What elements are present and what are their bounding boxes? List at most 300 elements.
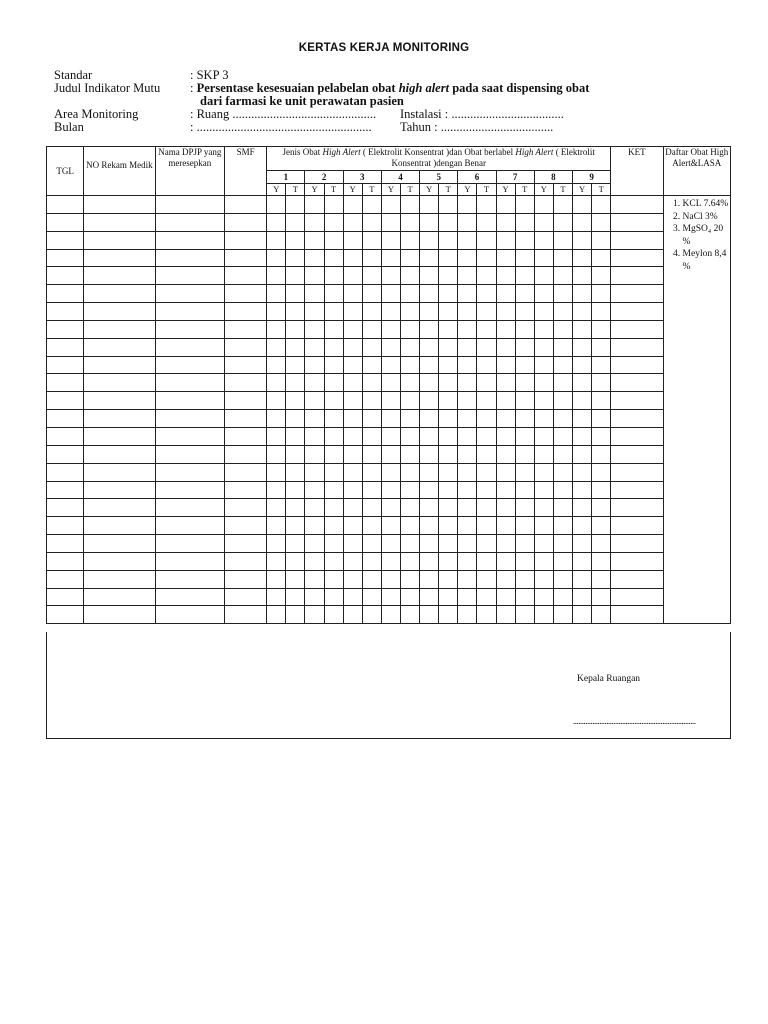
table-cell[interactable] [553, 535, 572, 553]
table-cell[interactable] [381, 606, 400, 624]
table-cell[interactable] [324, 213, 343, 231]
table-cell[interactable] [553, 267, 572, 285]
table-cell[interactable] [362, 303, 381, 321]
table-cell[interactable] [477, 249, 496, 267]
table-cell[interactable] [47, 535, 84, 553]
table-cell[interactable] [267, 374, 286, 392]
table-cell[interactable] [572, 463, 591, 481]
table-cell[interactable] [324, 463, 343, 481]
table-cell[interactable] [381, 303, 400, 321]
table-cell[interactable] [534, 213, 553, 231]
table-cell[interactable] [155, 445, 224, 463]
table-cell[interactable] [84, 392, 155, 410]
table-cell[interactable] [286, 481, 305, 499]
table-cell[interactable] [458, 285, 477, 303]
table-cell[interactable] [553, 427, 572, 445]
table-cell[interactable] [534, 249, 553, 267]
table-cell[interactable] [305, 552, 324, 570]
table-cell[interactable] [420, 285, 439, 303]
table-cell[interactable] [458, 606, 477, 624]
table-cell[interactable] [225, 588, 267, 606]
table-cell[interactable] [515, 427, 534, 445]
table-cell[interactable] [401, 320, 420, 338]
table-cell[interactable] [362, 570, 381, 588]
table-cell[interactable] [343, 338, 362, 356]
table-cell[interactable] [496, 463, 515, 481]
table-cell[interactable] [305, 196, 324, 214]
table-cell[interactable] [401, 267, 420, 285]
table-cell[interactable] [458, 392, 477, 410]
table-cell[interactable] [420, 499, 439, 517]
table-cell[interactable] [84, 285, 155, 303]
table-cell[interactable] [84, 303, 155, 321]
table-cell[interactable] [324, 249, 343, 267]
table-cell[interactable] [458, 570, 477, 588]
table-cell[interactable] [225, 606, 267, 624]
table-cell[interactable] [458, 499, 477, 517]
table-cell[interactable] [458, 410, 477, 428]
table-cell[interactable] [439, 285, 458, 303]
table-cell[interactable] [267, 285, 286, 303]
table-cell[interactable] [305, 535, 324, 553]
table-cell[interactable] [477, 267, 496, 285]
table-cell[interactable] [420, 231, 439, 249]
table-cell[interactable] [381, 374, 400, 392]
table-cell[interactable] [553, 249, 572, 267]
table-cell[interactable] [381, 249, 400, 267]
table-cell[interactable] [515, 570, 534, 588]
table-cell[interactable] [47, 303, 84, 321]
table-cell[interactable] [572, 570, 591, 588]
table-cell[interactable] [572, 427, 591, 445]
table-cell[interactable] [534, 552, 553, 570]
table-cell[interactable] [534, 463, 553, 481]
table-cell[interactable] [458, 338, 477, 356]
table-cell[interactable] [305, 285, 324, 303]
table-cell[interactable] [592, 213, 611, 231]
table-cell[interactable] [420, 356, 439, 374]
table-cell[interactable] [420, 320, 439, 338]
table-cell[interactable] [225, 392, 267, 410]
table-cell[interactable] [84, 570, 155, 588]
table-cell[interactable] [324, 445, 343, 463]
table-cell[interactable] [225, 231, 267, 249]
table-cell[interactable] [439, 445, 458, 463]
table-cell[interactable] [286, 213, 305, 231]
table-cell[interactable] [401, 499, 420, 517]
table-cell[interactable] [362, 249, 381, 267]
table-cell[interactable] [401, 196, 420, 214]
table-cell[interactable] [477, 535, 496, 553]
table-cell[interactable] [534, 392, 553, 410]
table-cell[interactable] [47, 338, 84, 356]
table-cell[interactable] [458, 374, 477, 392]
table-cell[interactable] [592, 606, 611, 624]
table-cell[interactable] [572, 499, 591, 517]
table-cell[interactable] [324, 231, 343, 249]
table-cell[interactable] [267, 517, 286, 535]
table-cell[interactable] [362, 445, 381, 463]
table-cell[interactable] [267, 445, 286, 463]
table-cell[interactable] [155, 410, 224, 428]
table-cell[interactable] [439, 410, 458, 428]
table-cell[interactable] [611, 320, 663, 338]
table-cell[interactable] [611, 517, 663, 535]
table-cell[interactable] [47, 552, 84, 570]
table-cell[interactable] [362, 552, 381, 570]
table-cell[interactable] [515, 606, 534, 624]
table-cell[interactable] [225, 570, 267, 588]
table-cell[interactable] [286, 356, 305, 374]
table-cell[interactable] [534, 499, 553, 517]
table-cell[interactable] [458, 481, 477, 499]
table-cell[interactable] [47, 374, 84, 392]
table-cell[interactable] [496, 517, 515, 535]
table-cell[interactable] [496, 213, 515, 231]
table-cell[interactable] [84, 320, 155, 338]
table-cell[interactable] [477, 320, 496, 338]
table-cell[interactable] [381, 552, 400, 570]
table-cell[interactable] [572, 213, 591, 231]
table-cell[interactable] [458, 267, 477, 285]
table-cell[interactable] [362, 285, 381, 303]
table-cell[interactable] [343, 196, 362, 214]
table-cell[interactable] [592, 463, 611, 481]
table-cell[interactable] [592, 231, 611, 249]
table-cell[interactable] [515, 196, 534, 214]
table-cell[interactable] [305, 410, 324, 428]
table-cell[interactable] [381, 196, 400, 214]
table-cell[interactable] [381, 285, 400, 303]
table-cell[interactable] [534, 320, 553, 338]
table-cell[interactable] [515, 535, 534, 553]
table-cell[interactable] [267, 606, 286, 624]
table-cell[interactable] [592, 410, 611, 428]
table-cell[interactable] [439, 338, 458, 356]
table-cell[interactable] [305, 267, 324, 285]
table-cell[interactable] [439, 463, 458, 481]
table-cell[interactable] [267, 410, 286, 428]
table-cell[interactable] [439, 552, 458, 570]
table-cell[interactable] [515, 338, 534, 356]
table-cell[interactable] [611, 463, 663, 481]
table-cell[interactable] [401, 213, 420, 231]
table-cell[interactable] [611, 445, 663, 463]
table-cell[interactable] [553, 481, 572, 499]
table-cell[interactable] [592, 320, 611, 338]
table-cell[interactable] [343, 535, 362, 553]
table-cell[interactable] [155, 231, 224, 249]
table-cell[interactable] [305, 427, 324, 445]
table-cell[interactable] [572, 320, 591, 338]
table-cell[interactable] [611, 606, 663, 624]
table-cell[interactable] [534, 535, 553, 553]
table-cell[interactable] [305, 517, 324, 535]
table-cell[interactable] [534, 606, 553, 624]
table-cell[interactable] [458, 463, 477, 481]
table-cell[interactable] [305, 231, 324, 249]
table-cell[interactable] [496, 410, 515, 428]
table-cell[interactable] [362, 267, 381, 285]
table-cell[interactable] [477, 303, 496, 321]
table-cell[interactable] [477, 463, 496, 481]
table-cell[interactable] [553, 410, 572, 428]
table-cell[interactable] [362, 499, 381, 517]
table-cell[interactable] [343, 463, 362, 481]
table-cell[interactable] [267, 213, 286, 231]
table-cell[interactable] [496, 392, 515, 410]
table-cell[interactable] [592, 249, 611, 267]
table-cell[interactable] [611, 356, 663, 374]
table-cell[interactable] [420, 570, 439, 588]
table-cell[interactable] [47, 517, 84, 535]
table-cell[interactable] [362, 535, 381, 553]
table-cell[interactable] [155, 356, 224, 374]
table-cell[interactable] [286, 463, 305, 481]
table-cell[interactable] [286, 285, 305, 303]
table-cell[interactable] [155, 588, 224, 606]
table-cell[interactable] [267, 196, 286, 214]
table-cell[interactable] [592, 517, 611, 535]
table-cell[interactable] [324, 392, 343, 410]
table-cell[interactable] [343, 481, 362, 499]
table-cell[interactable] [496, 231, 515, 249]
table-cell[interactable] [362, 213, 381, 231]
table-cell[interactable] [458, 535, 477, 553]
table-cell[interactable] [515, 552, 534, 570]
table-cell[interactable] [515, 499, 534, 517]
table-cell[interactable] [534, 410, 553, 428]
table-cell[interactable] [401, 463, 420, 481]
table-cell[interactable] [477, 338, 496, 356]
table-cell[interactable] [515, 213, 534, 231]
table-cell[interactable] [439, 231, 458, 249]
table-cell[interactable] [496, 570, 515, 588]
table-cell[interactable] [401, 249, 420, 267]
table-cell[interactable] [47, 285, 84, 303]
table-cell[interactable] [496, 374, 515, 392]
table-cell[interactable] [225, 303, 267, 321]
table-cell[interactable] [343, 392, 362, 410]
table-cell[interactable] [572, 267, 591, 285]
table-cell[interactable] [286, 588, 305, 606]
table-cell[interactable] [458, 249, 477, 267]
table-cell[interactable] [155, 499, 224, 517]
table-cell[interactable] [439, 517, 458, 535]
table-cell[interactable] [324, 570, 343, 588]
table-cell[interactable] [225, 517, 267, 535]
table-cell[interactable] [343, 320, 362, 338]
table-cell[interactable] [515, 445, 534, 463]
table-cell[interactable] [458, 303, 477, 321]
table-cell[interactable] [534, 196, 553, 214]
table-cell[interactable] [84, 481, 155, 499]
table-cell[interactable] [225, 285, 267, 303]
table-cell[interactable] [572, 588, 591, 606]
table-cell[interactable] [155, 570, 224, 588]
table-cell[interactable] [477, 196, 496, 214]
table-cell[interactable] [420, 338, 439, 356]
table-cell[interactable] [534, 570, 553, 588]
table-cell[interactable] [458, 427, 477, 445]
table-cell[interactable] [553, 196, 572, 214]
table-cell[interactable] [420, 392, 439, 410]
table-cell[interactable] [477, 588, 496, 606]
table-cell[interactable] [84, 196, 155, 214]
table-cell[interactable] [458, 445, 477, 463]
table-cell[interactable] [420, 196, 439, 214]
table-cell[interactable] [572, 374, 591, 392]
table-cell[interactable] [572, 303, 591, 321]
table-cell[interactable] [592, 356, 611, 374]
table-cell[interactable] [267, 356, 286, 374]
table-cell[interactable] [496, 249, 515, 267]
table-cell[interactable] [381, 588, 400, 606]
table-cell[interactable] [84, 249, 155, 267]
table-cell[interactable] [267, 588, 286, 606]
table-cell[interactable] [458, 231, 477, 249]
table-cell[interactable] [155, 338, 224, 356]
table-cell[interactable] [439, 427, 458, 445]
table-cell[interactable] [553, 338, 572, 356]
table-cell[interactable] [534, 356, 553, 374]
table-cell[interactable] [420, 588, 439, 606]
table-cell[interactable] [592, 499, 611, 517]
table-cell[interactable] [611, 410, 663, 428]
table-cell[interactable] [305, 499, 324, 517]
table-cell[interactable] [401, 338, 420, 356]
table-cell[interactable] [572, 410, 591, 428]
table-cell[interactable] [477, 606, 496, 624]
table-cell[interactable] [286, 445, 305, 463]
table-cell[interactable] [324, 338, 343, 356]
table-cell[interactable] [477, 231, 496, 249]
table-cell[interactable] [362, 320, 381, 338]
table-cell[interactable] [47, 213, 84, 231]
table-cell[interactable] [362, 374, 381, 392]
table-cell[interactable] [267, 338, 286, 356]
table-cell[interactable] [553, 374, 572, 392]
table-cell[interactable] [439, 392, 458, 410]
table-cell[interactable] [286, 552, 305, 570]
table-cell[interactable] [477, 445, 496, 463]
table-cell[interactable] [324, 303, 343, 321]
table-cell[interactable] [611, 481, 663, 499]
table-cell[interactable] [84, 338, 155, 356]
table-cell[interactable] [343, 588, 362, 606]
table-cell[interactable] [324, 481, 343, 499]
table-cell[interactable] [420, 213, 439, 231]
table-cell[interactable] [381, 463, 400, 481]
table-cell[interactable] [553, 552, 572, 570]
table-cell[interactable] [477, 570, 496, 588]
table-cell[interactable] [420, 445, 439, 463]
table-cell[interactable] [553, 517, 572, 535]
table-cell[interactable] [343, 231, 362, 249]
table-cell[interactable] [286, 231, 305, 249]
table-cell[interactable] [225, 356, 267, 374]
table-cell[interactable] [155, 463, 224, 481]
table-cell[interactable] [611, 285, 663, 303]
table-cell[interactable] [477, 374, 496, 392]
table-cell[interactable] [458, 517, 477, 535]
table-cell[interactable] [611, 588, 663, 606]
table-cell[interactable] [362, 427, 381, 445]
table-cell[interactable] [225, 410, 267, 428]
table-cell[interactable] [572, 285, 591, 303]
table-cell[interactable] [381, 320, 400, 338]
table-cell[interactable] [553, 303, 572, 321]
table-cell[interactable] [496, 499, 515, 517]
table-cell[interactable] [477, 410, 496, 428]
table-cell[interactable] [611, 249, 663, 267]
table-cell[interactable] [401, 570, 420, 588]
table-cell[interactable] [611, 213, 663, 231]
table-cell[interactable] [534, 231, 553, 249]
table-cell[interactable] [496, 196, 515, 214]
table-cell[interactable] [324, 517, 343, 535]
table-cell[interactable] [267, 267, 286, 285]
table-cell[interactable] [267, 392, 286, 410]
table-cell[interactable] [611, 427, 663, 445]
table-cell[interactable] [515, 392, 534, 410]
table-cell[interactable] [225, 535, 267, 553]
table-cell[interactable] [477, 499, 496, 517]
table-cell[interactable] [84, 463, 155, 481]
table-cell[interactable] [477, 517, 496, 535]
table-cell[interactable] [362, 392, 381, 410]
table-cell[interactable] [84, 606, 155, 624]
table-cell[interactable] [401, 303, 420, 321]
table-cell[interactable] [47, 427, 84, 445]
table-cell[interactable] [267, 481, 286, 499]
table-cell[interactable] [420, 463, 439, 481]
table-cell[interactable] [420, 552, 439, 570]
table-cell[interactable] [286, 570, 305, 588]
table-cell[interactable] [572, 552, 591, 570]
table-cell[interactable] [401, 445, 420, 463]
table-cell[interactable] [592, 303, 611, 321]
table-cell[interactable] [401, 588, 420, 606]
table-cell[interactable] [324, 535, 343, 553]
table-cell[interactable] [439, 196, 458, 214]
table-cell[interactable] [305, 320, 324, 338]
table-cell[interactable] [534, 517, 553, 535]
table-cell[interactable] [286, 303, 305, 321]
table-cell[interactable] [381, 499, 400, 517]
table-cell[interactable] [439, 267, 458, 285]
table-cell[interactable] [381, 535, 400, 553]
table-cell[interactable] [84, 410, 155, 428]
table-cell[interactable] [343, 285, 362, 303]
table-cell[interactable] [420, 427, 439, 445]
table-cell[interactable] [286, 320, 305, 338]
table-cell[interactable] [343, 303, 362, 321]
table-cell[interactable] [592, 552, 611, 570]
table-cell[interactable] [47, 320, 84, 338]
table-cell[interactable] [592, 196, 611, 214]
table-cell[interactable] [515, 517, 534, 535]
table-cell[interactable] [401, 517, 420, 535]
table-cell[interactable] [155, 267, 224, 285]
table-cell[interactable] [515, 463, 534, 481]
table-cell[interactable] [155, 392, 224, 410]
table-cell[interactable] [381, 481, 400, 499]
table-cell[interactable] [420, 481, 439, 499]
table-cell[interactable] [305, 445, 324, 463]
table-cell[interactable] [362, 588, 381, 606]
table-cell[interactable] [401, 481, 420, 499]
